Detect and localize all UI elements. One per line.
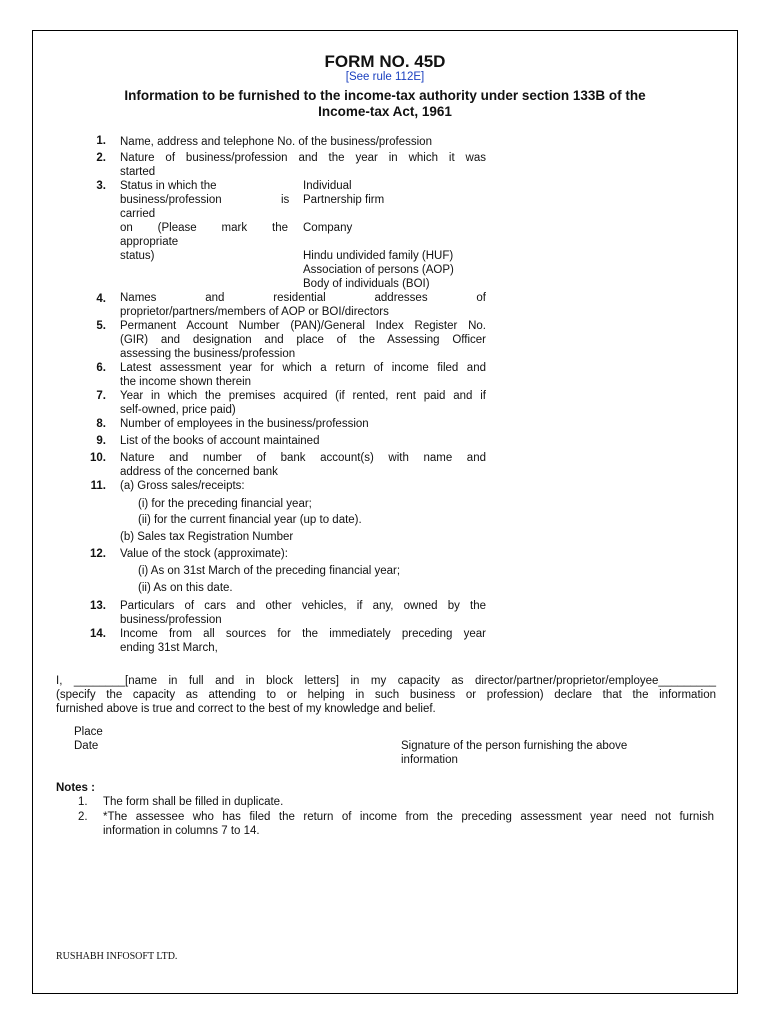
item-1-text: Name, address and telephone No. of the business/profession (120, 136, 432, 148)
item-3-line-4: on (Please mark the (120, 222, 288, 234)
item-12-ii: (ii) As on this date. (138, 582, 233, 594)
item-14-line-1: Income from all sources for the immediately preceding year (120, 628, 486, 640)
item-4-line-1: Names and residential addresses of (120, 292, 486, 304)
item-number: 4. (96, 293, 106, 305)
item-number: 6. (96, 362, 106, 374)
item-4-line-2: proprietor/partners/members of AOP or BOI/directors (120, 306, 389, 318)
item-number: 2. (96, 152, 106, 164)
item-3-line-6: status) (120, 250, 155, 262)
signature-line-1: Signature of the person furnishing the above (401, 740, 628, 752)
note-number: 1. (78, 796, 88, 808)
item-number: 10. (90, 452, 106, 464)
item-number: 7. (96, 390, 106, 402)
form-title: FORM NO. 45D (324, 52, 446, 71)
item-number: 11. (90, 480, 106, 492)
place-label: Place (74, 726, 103, 738)
status-option-boi: Body of individuals (BOI) (303, 278, 430, 290)
note-number: 2. (78, 811, 88, 823)
item-13-line-1: Particulars of cars and other vehicles, if any, owned by the (120, 600, 486, 612)
item-3-line-2a: business/profession (120, 194, 222, 206)
item-number: 12. (90, 548, 106, 560)
item-5-line-2: (GIR) and designation and place of the Assessing Officer (120, 334, 486, 346)
status-option-company: Company (303, 222, 353, 234)
item-10-line-1: Nature and number of bank account(s) with name and (120, 452, 486, 464)
declaration-line-1: I, ________[name in full and in block letters] in my capacity as director/partner/proprietor/employee_________ (56, 675, 716, 687)
note-2-line-2: information in columns 7 to 14. (103, 825, 260, 837)
item-2-line-2: started (120, 166, 156, 178)
item-13-line-2: business/profession (120, 614, 222, 626)
item-number: 14. (90, 628, 106, 640)
item-2-line-1: Nature of business/profession and the year in which it was (120, 152, 486, 164)
heading-line-2: Income-tax Act, 1961 (318, 104, 452, 119)
item-3-line-5: appropriate (120, 236, 179, 248)
item-3-line-3: carried (120, 208, 156, 220)
item-7-line-1: Year in which the premises acquired (if rented, rent paid and if (120, 390, 486, 402)
note-2-line-1: *The assessee who has filed the return of income from the preceding assessment year need not furnish (103, 811, 714, 823)
item-number: 9. (96, 435, 106, 447)
note-1: The form shall be filled in duplicate. (103, 796, 284, 808)
item-14-line-2: ending 31st March, (120, 642, 218, 654)
status-option-partnership: Partnership firm (303, 194, 385, 206)
item-number: 3. (96, 180, 106, 192)
item-11-a: (a) Gross sales/receipts: (120, 480, 245, 492)
status-option-aop: Association of persons (AOP) (303, 264, 454, 276)
item-9-text: List of the books of account maintained (120, 435, 320, 447)
item-5-line-1: Permanent Account Number (PAN)/General Index Register No. (120, 320, 486, 332)
status-option-individual: Individual (303, 180, 352, 192)
notes-heading: Notes : (56, 782, 95, 794)
item-12-text: Value of the stock (approximate): (120, 548, 288, 560)
item-12-i: (i) As on 31st March of the preceding financial year; (138, 565, 401, 577)
heading-line-1: Information to be furnished to the income-tax authority under section 133B of the (124, 88, 646, 103)
item-number: 13. (90, 600, 106, 612)
form-heading (0, 88, 770, 120)
footer-publisher: RUSHABH INFOSOFT LTD. (56, 951, 178, 962)
item-11-a-i: (i) for the preceding financial year; (138, 498, 312, 510)
item-7-line-2: self-owned, price paid) (120, 404, 236, 416)
declaration-line-3: furnished above is true and correct to the best of my knowledge and belief. (56, 703, 436, 715)
item-3-line-2b: is (281, 194, 290, 206)
item-6-line-2: the income shown therein (120, 376, 252, 388)
item-11-a-ii: (ii) for the current financial year (up to date). (138, 514, 362, 526)
signature-line-2: information (401, 754, 458, 766)
item-number: 8. (96, 418, 106, 430)
item-5-line-3: assessing the business/profession (120, 348, 296, 360)
status-option-huf: Hindu undivided family (HUF) (303, 250, 454, 262)
item-3-line-1: Status in which the (120, 180, 217, 192)
rule-reference: [See rule 112E] (345, 71, 425, 83)
item-10-line-2: address of the concerned bank (120, 466, 278, 478)
declaration-line-2: (specify the capacity as attending to or helping in such business or profession) declare that the information (56, 689, 716, 701)
item-number: 5. (96, 320, 106, 332)
date-label: Date (74, 740, 99, 752)
item-number: 1. (96, 135, 106, 147)
item-11-b: (b) Sales tax Registration Number (120, 531, 294, 543)
item-8-text: Number of employees in the business/profession (120, 418, 369, 430)
item-6-line-1: Latest assessment year for which a return of income filed and (120, 362, 486, 374)
